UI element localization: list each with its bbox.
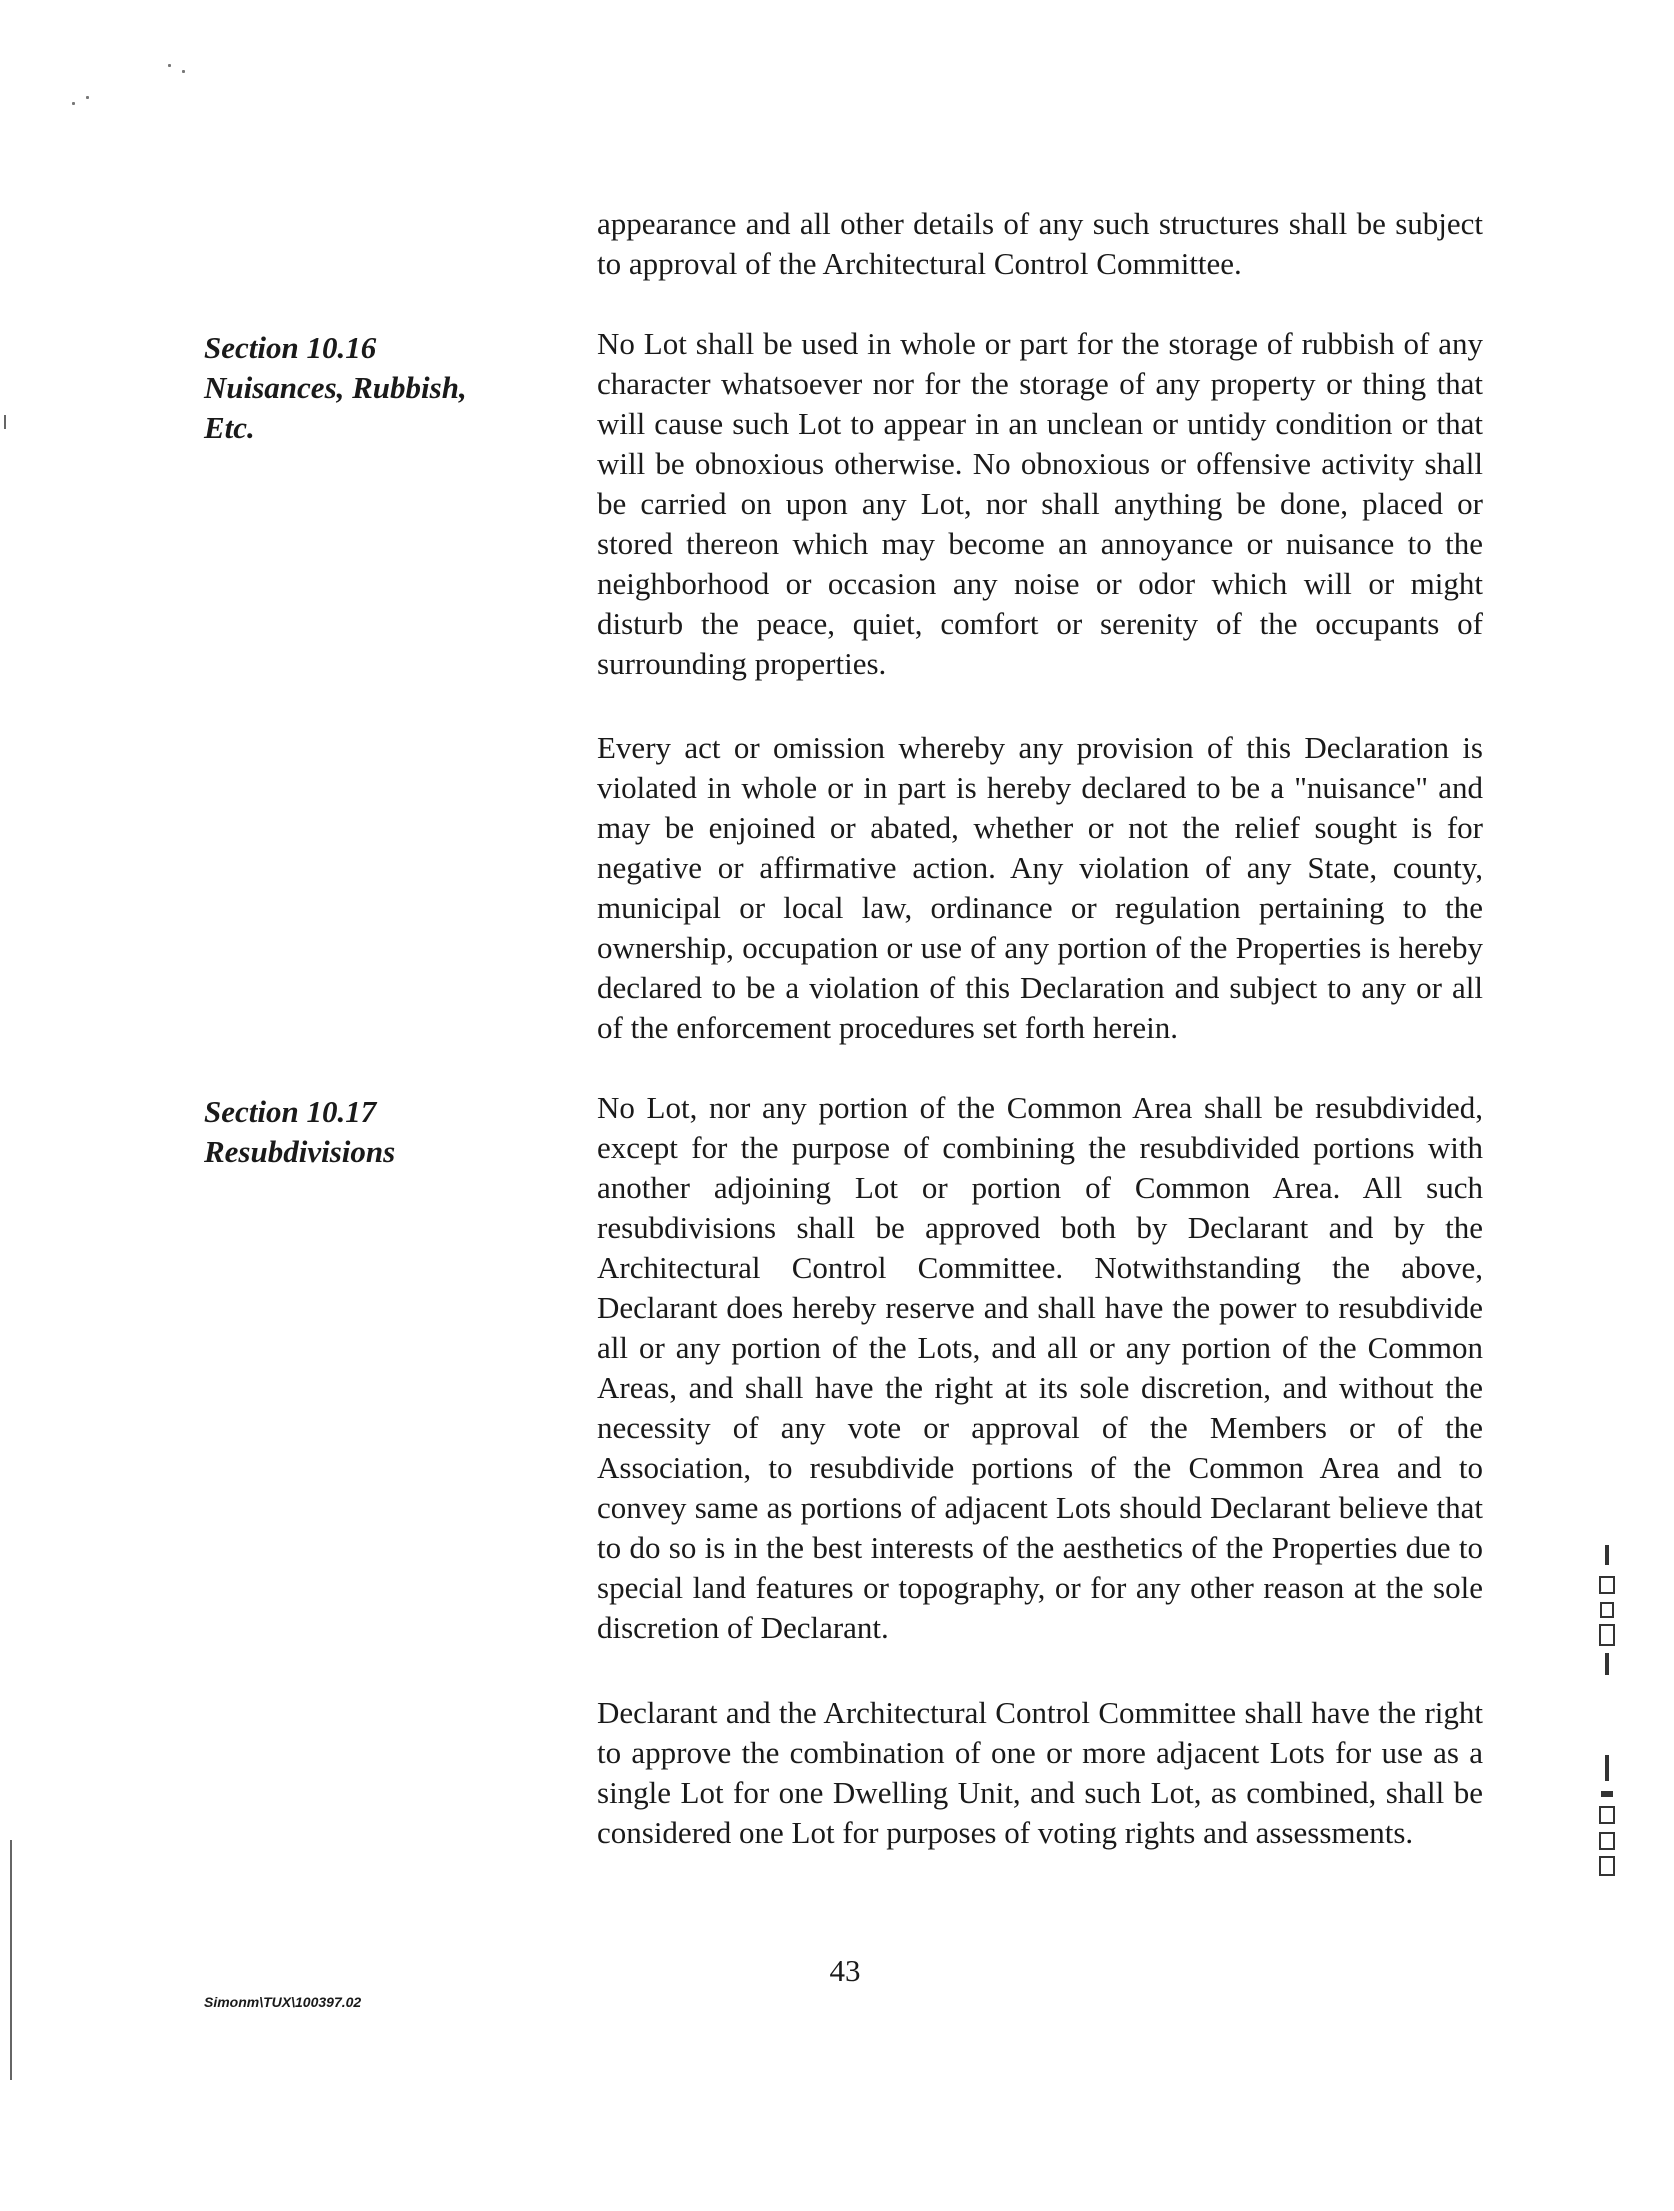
scan-speck — [182, 70, 185, 73]
paragraph-lot-combination: Declarant and the Architectural Control Committee shall have the right to approve the combination of one or more adjacent Lots for use as a single Lot for one Dwelling Unit, and such Lot, as combined, shall be considered one Lot for purposes of voting rights and assessments. — [597, 1695, 1483, 1850]
section-number: Section 10.16 — [204, 330, 377, 365]
scan-margin-line — [10, 1840, 12, 2080]
paragraph-resubdivisions: No Lot, nor any portion of the Common Area shall be resubdivided, except for the purpose of combining the resubdivided portions with another adjoining Lot or portion of Common Area. All such resubdivisions shall be approved both by Declarant and by the Architectural Control Committee. Notwithstanding the above, Declarant does hereby reserve and shall have the power to resubdivide all or any portion of the Lots, and all or any portion of the Common Areas, and shall have the right at its sole discretion, and without the necessity of any vote or approval of the Members or of the Association, to resubdivide portions of the Common Area and to convey same as portions of adjacent Lots should Declarant believe that to do so is in the best interests of the aesthetics of the Properties due to special land features or topography, or for any other reason at the sole discretion of Declarant. — [597, 1090, 1483, 1645]
paragraph-approval-continuation: appearance and all other details of any such structures shall be subject to approval of the Architectural Control Committee. — [597, 206, 1483, 281]
page-number: 43 — [829, 1953, 861, 1988]
section-heading-10-17 — [204, 1092, 534, 1172]
footer-document-code: Simonm\TUX\100397.02 — [204, 1994, 362, 2010]
section-heading-10-16 — [204, 328, 534, 448]
section-title-line: Resubdivisions — [204, 1134, 396, 1169]
recording-stamp-icon — [1592, 1545, 1622, 1895]
section-title-line: Etc. — [204, 410, 255, 445]
paragraph-nuisances: No Lot shall be used in whole or part for the storage of rubbish of any character whatsoever nor for the storage of any property or thing that will cause such Lot to appear in an unclean or untidy condition or that will be obnoxious otherwise. No obnoxious or offensive activity shall be carried on upon any Lot, nor shall anything be done, placed or stored thereon which may become an annoyance or nuisance to the neighborhood or occasion any noise or odor which will or might disturb the peace, quiet, comfort or serenity of the occupants of surrounding properties. — [597, 326, 1483, 681]
scan-margin-tick — [4, 415, 6, 429]
scan-speck — [72, 102, 75, 105]
paragraph-nuisance-definition: Every act or omission whereby any provision of this Declaration is violated in whole or in part is hereby declared to be a "nuisance" and may be enjoined or abated, whether or not the relief sought is for negative or affirmative action. Any violation of any State, county, municipal or local law, ordinance or regulation pertaining to the ownership, occupation or use of any portion of the Properties is hereby declared to be a violation of this Declaration and subject to any or all of the enforcement procedures set forth herein. — [597, 730, 1483, 1045]
section-title-line: Nuisances, Rubbish, — [204, 370, 467, 405]
scan-speck — [168, 64, 171, 67]
section-number: Section 10.17 — [204, 1094, 377, 1129]
scan-speck — [86, 96, 89, 99]
